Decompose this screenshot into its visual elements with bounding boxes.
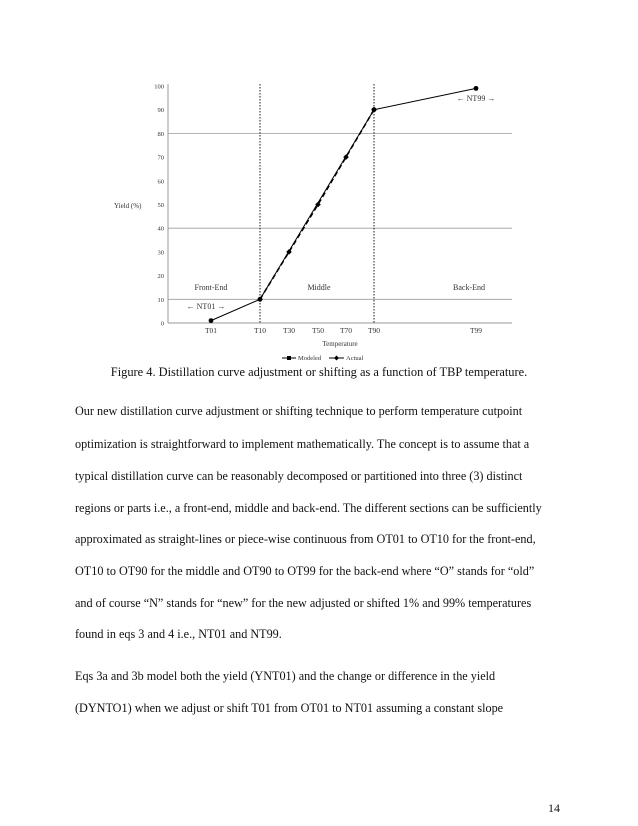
- paragraph-2-line-2: (DYNTO1) when we adjust or shift T01 from OT01 to NT01 assuming a constant slope: [75, 701, 504, 715]
- y-tick-label-10: 10: [157, 296, 164, 304]
- paragraph-1-line-2: optimization is straightforward to implement mathematically. The concept is to assume that a: [75, 437, 530, 451]
- x-tick-label-t01: T01: [204, 326, 218, 335]
- point-modeled-t01: [209, 318, 214, 323]
- page-number: 14: [548, 801, 560, 815]
- y-tick-label-30: 30: [157, 249, 164, 257]
- legend-actual-marker: [334, 356, 339, 361]
- y-tick-label-60: 60: [157, 178, 164, 186]
- annotation-nt01: ← NT01 →: [186, 302, 226, 311]
- paragraph-1-line-7: and of course “N” stands for “new” for the new adjusted or shifted 1% and 99% temperatures: [75, 596, 532, 610]
- x-tick-label-t99: T99: [469, 326, 483, 335]
- y-tick-label-20: 20: [157, 273, 164, 281]
- chart-legend: [282, 355, 364, 362]
- y-tick-label-0: 0: [160, 320, 164, 328]
- annotation-nt99: ← NT99 →: [456, 94, 496, 103]
- paragraph-1-line-3: typical distillation curve can be reasonably decomposed or partitioned into three (3) distinct: [75, 469, 523, 483]
- paragraph-1-line-5: approximated as straight-lines or piece-wise continuous from OT01 to OT10 for the front-end,: [75, 532, 536, 546]
- series-line-modeled: [211, 88, 476, 320]
- y-tick-label-40: 40: [157, 225, 164, 233]
- y-tick-label-70: 70: [157, 154, 164, 162]
- paragraph-1-line-6: OT10 to OT90 for the middle and OT90 to OT99 for the back-end where “O” stands for “old”: [75, 564, 535, 578]
- y-axis-label: Yield (%): [114, 202, 142, 210]
- x-axis-label: Temperature: [322, 340, 358, 348]
- paragraph-1-line-4: regions or parts i.e., a front-end, middle and back-end. The different sections can be sufficiently: [75, 501, 542, 515]
- region-label-back-end: Back-End: [453, 283, 485, 292]
- y-tick-label-100: 100: [154, 83, 164, 91]
- x-tick-label-t50: T50: [311, 326, 325, 335]
- figure-caption: Figure 4. Distillation curve adjustment or shifting as a function of TBP temperature.: [110, 365, 528, 379]
- y-tick-label-90: 90: [157, 107, 164, 115]
- region-label-middle: Middle: [307, 283, 331, 292]
- legend-actual-label: Actual: [346, 355, 364, 362]
- legend-modeled-label: Modeled: [298, 355, 322, 362]
- x-tick-label-t10: T10: [253, 326, 267, 335]
- distillation-chart: [0, 0, 638, 370]
- x-tick-label-t70: T70: [339, 326, 353, 335]
- region-label-front-end: Front-End: [194, 283, 228, 292]
- x-tick-label-t90: T90: [367, 326, 381, 335]
- paragraph-1-line-8: found in eqs 3 and 4 i.e., NT01 and NT99.: [75, 627, 282, 641]
- paragraph-2-line-1: Eqs 3a and 3b model both the yield (YNT01) and the change or difference in the yield: [75, 669, 496, 683]
- x-tick-label-t30: T30: [282, 326, 296, 335]
- y-tick-label-80: 80: [157, 130, 164, 138]
- paragraph-1-line-1: Our new distillation curve adjustment or shifting technique to perform temperature cutpoint: [75, 404, 523, 418]
- y-tick-label-50: 50: [157, 202, 164, 209]
- legend-modeled-marker: [287, 356, 291, 360]
- point-modeled-t99: [474, 86, 479, 91]
